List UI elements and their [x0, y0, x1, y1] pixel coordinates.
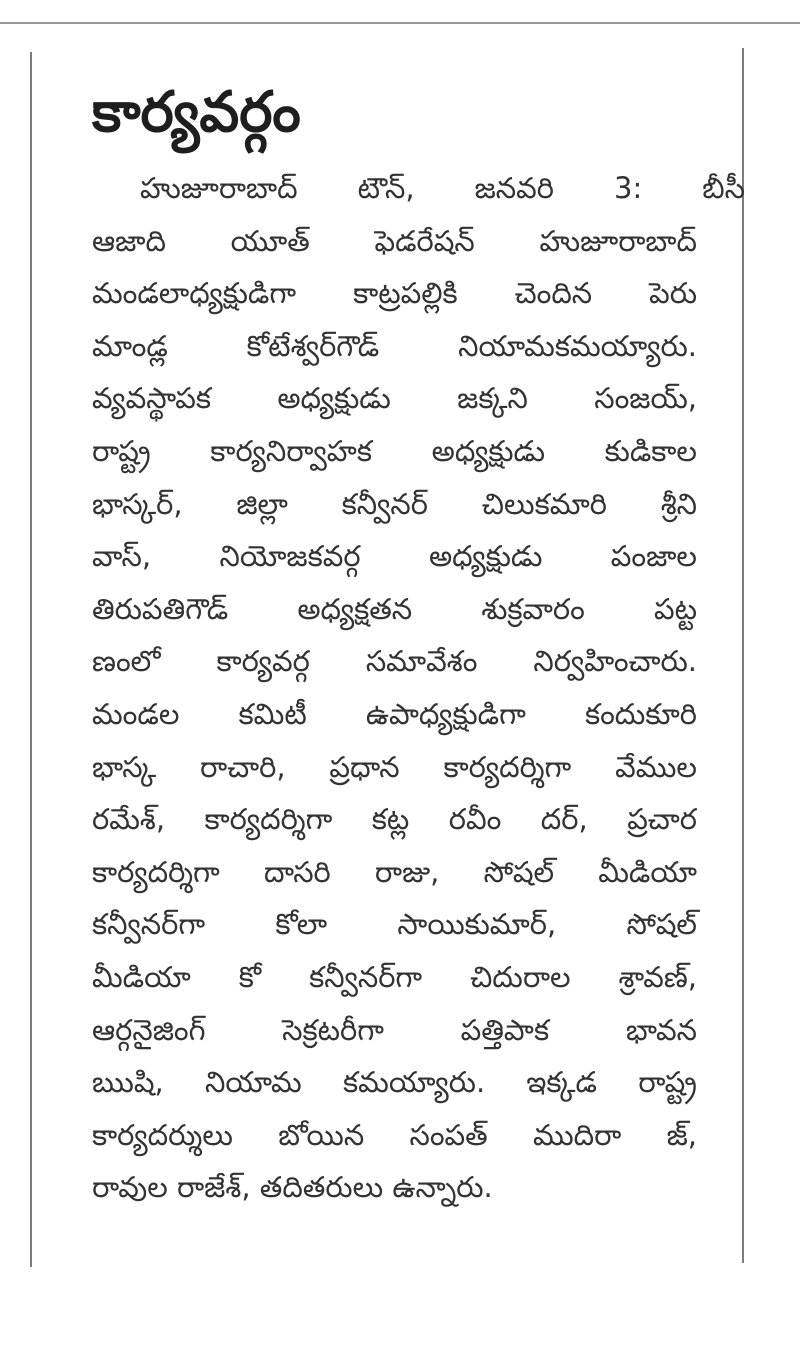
body-line: మాండ్ల కోటేశ్వర్‌గౌడ్ నియామకమయ్యారు. — [92, 328, 697, 363]
body-line: ఆజాది యూత్ ఫెడరేషన్ హుజూరాబాద్ — [92, 223, 697, 258]
body-line: ఋషి, నియామ కమయ్యారు. ఇక్కడ రాష్ట్ర — [92, 1065, 697, 1100]
body-line: ణంలో కార్యవర్గ సమావేశం నిర్వహించారు. — [92, 644, 697, 679]
body-line: తిరుపతిగౌడ్ అధ్యక్షతన శుక్రవారం పట్ట — [92, 591, 697, 626]
body-line: మండలాధ్యక్షుడిగా కాట్రపల్లికి చెందిన పెరు — [92, 276, 697, 311]
body-line: హుజూరాబాద్ టౌన్, జనవరి 3: బీసీ — [140, 171, 745, 205]
body-line: మండల కమిటీ ఉపాధ్యక్షుడిగా కందుకూరి — [92, 696, 697, 731]
body-line: కార్యదర్శులు బోయిన సంపత్ ముదిరా జ్, — [92, 1117, 697, 1152]
body-line: రాష్ట్ర కార్యనిర్వాహక అధ్యక్షుడు కుడికాల — [92, 433, 697, 468]
body-line: రమేశ్, కార్యదర్శిగా కట్ల రవీం దర్, ప్రచార — [92, 802, 697, 837]
body-line: వాస్, నియోజకవర్గ అధ్యక్షుడు పంజాల — [92, 539, 697, 574]
body-line: రావుల రాజేశ్, తదితరులు ఉన్నారు. — [92, 1170, 493, 1205]
body-line: మీడియా కో కన్వీనర్‌గా చిదురాల శ్రావణ్, — [92, 959, 697, 994]
body-line: కార్యదర్శిగా దాసరి రాజు, సోషల్ మీడియా — [92, 854, 697, 889]
article-body — [92, 162, 745, 1214]
right-column-rule — [742, 48, 744, 1263]
news-article — [92, 70, 745, 1214]
article-headline: కార్యవర్గం — [92, 80, 301, 145]
body-line: వ్యవస్థాపక అధ్యక్షుడు జక్కని సంజయ్, — [92, 381, 697, 416]
body-line: కన్వీనర్‌గా కోలా సాయికుమార్, సోషల్ — [92, 907, 697, 942]
body-line: భాస్కర్, జిల్లా కన్వీనర్ చిలుకమారి శ్రీని — [92, 486, 697, 521]
body-line: ఆర్గనైజింగ్ సెక్రటరీగా పత్తిపాక భావన — [92, 1012, 697, 1047]
body-line: భాస్క రాచారి, ప్రధాన కార్యదర్శిగా వేముల — [92, 749, 697, 784]
top-rule — [0, 22, 800, 24]
left-column-rule — [30, 52, 32, 1267]
